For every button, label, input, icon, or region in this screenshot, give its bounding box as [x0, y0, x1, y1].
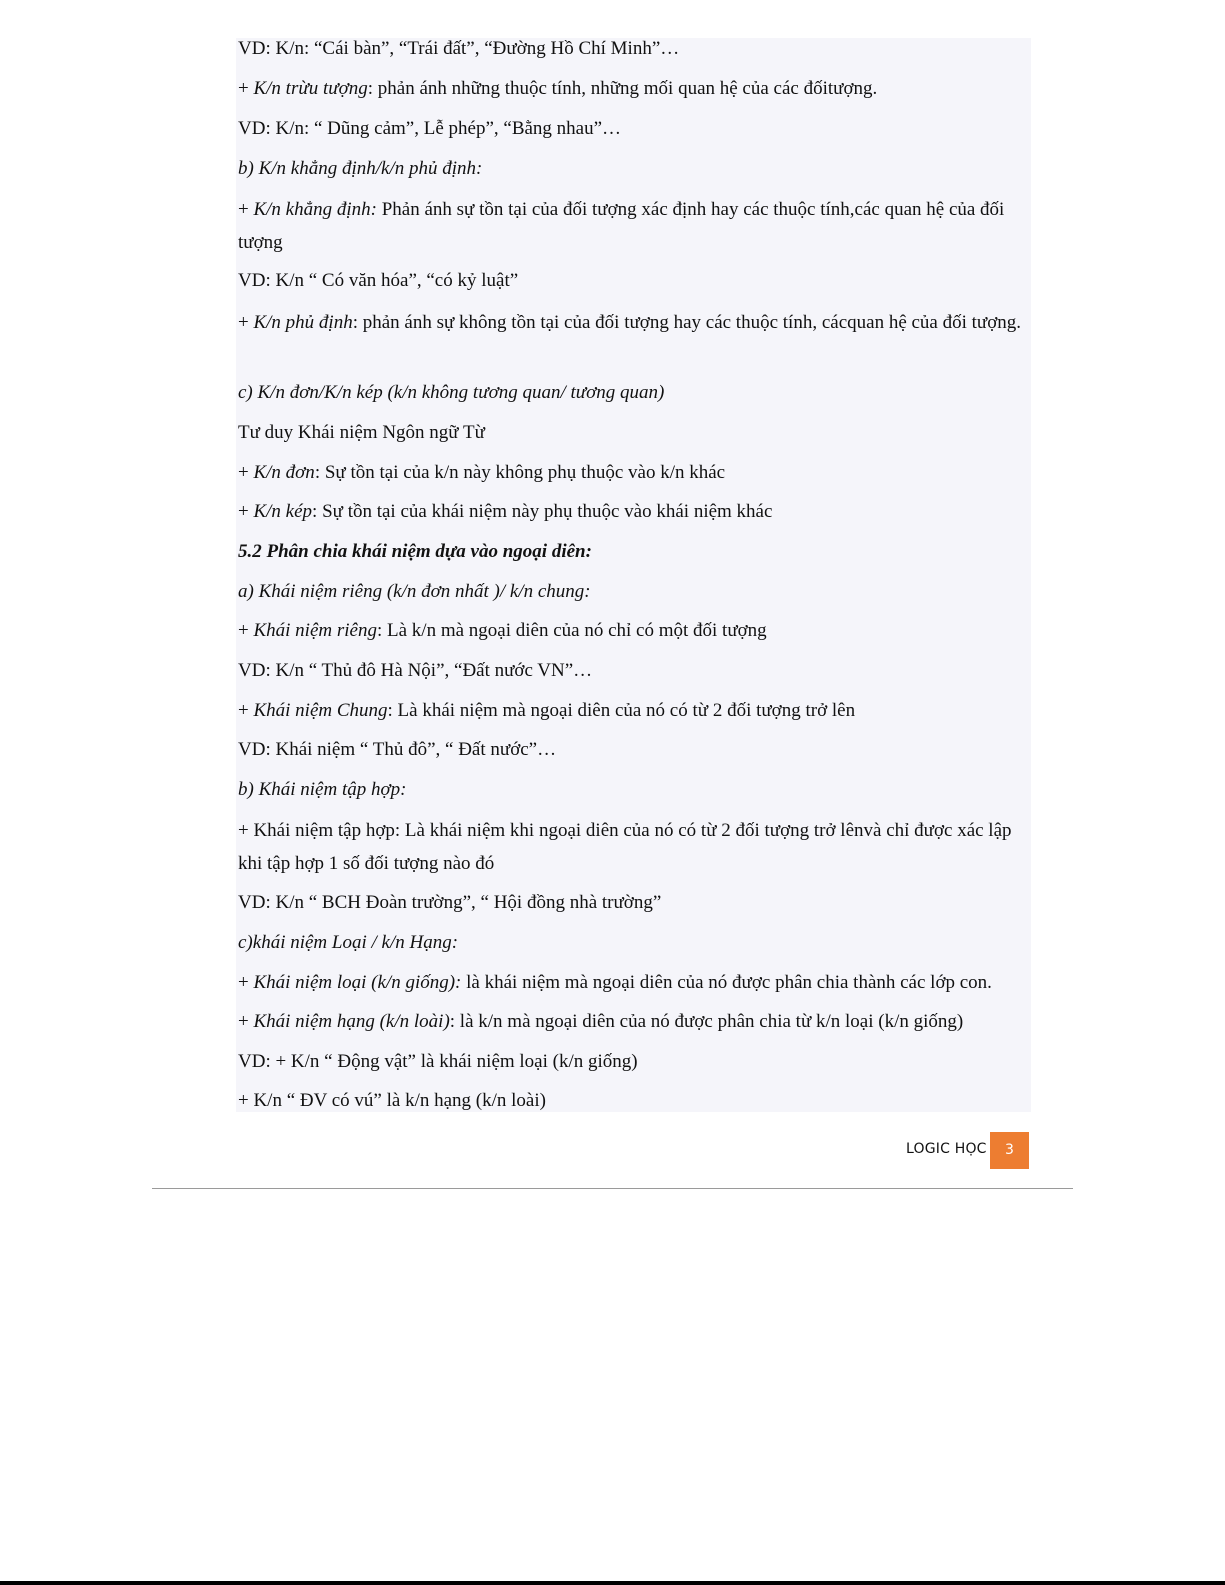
text-line: VD: K/n “ BCH Đoàn trường”, “ Hội đồng nhà trường” [238, 892, 662, 913]
subsection-heading: a) Khái niệm riêng (k/n đơn nhất )/ k/n chung: [238, 581, 591, 602]
subsection-heading: c) K/n đơn/K/n kép (k/n không tương quan/ tương quan) [238, 382, 665, 403]
subsection-heading: b) Khái niệm tập hợp: [238, 779, 407, 800]
text-paragraph: + Khái niệm tập hợp: Là khái niệm khi ngoại diên của nó có từ 2 đối tượng trở lênvà chỉ được xác lập khi tập hợp 1 số đối tượng nào đó [238, 820, 1012, 874]
page-number-badge: 3 [990, 1132, 1029, 1169]
text-line: + Khái niệm Chung: Là khái niệm mà ngoại diên của nó có từ 2 đối tượng trở lên [238, 700, 856, 721]
text-paragraph: + K/n phủ định: phản ánh sự không tồn tại của đối tượng hay các thuộc tính, cácquan hệ của đối tượng. [238, 312, 1022, 333]
text-line: + Khái niệm riêng: Là k/n mà ngoại diên của nó chỉ có một đối tượng [238, 620, 767, 641]
text-line: VD: K/n: “Cái bàn”, “Trái đất”, “Đường Hồ Chí Minh”… [238, 38, 680, 59]
page-bottom-edge [0, 1581, 1225, 1585]
text-paragraph: + K/n khẳng định: Phản ánh sự tồn tại của đối tượng xác định hay các thuộc tính,các quan hệ của đối tượng [238, 199, 1005, 253]
footer-divider [152, 1188, 1073, 1189]
text-line: VD: K/n “ Có văn hóa”, “có kỷ luật” [238, 270, 519, 291]
text-line: + K/n đơn: Sự tồn tại của k/n này không phụ thuộc vào k/n khác [238, 462, 726, 483]
subsection-heading: b) K/n khẳng định/k/n phủ định: [238, 158, 483, 179]
text-line: VD: K/n: “ Dũng cảm”, Lễ phép”, “Bằng nhau”… [238, 118, 622, 139]
text-line: + Khái niệm hạng (k/n loài): là k/n mà ngoại diên của nó được phân chia từ k/n loại (k/n giống) [238, 1011, 964, 1032]
section-heading: 5.2 Phân chia khái niệm dựa vào ngoại diên: [238, 541, 592, 562]
text-line: + K/n kép: Sự tồn tại của khái niệm này phụ thuộc vào khái niệm khác [238, 501, 773, 522]
text-line: VD: + K/n “ Động vật” là khái niệm loại (k/n giống) [238, 1051, 638, 1072]
text-line: + K/n “ ĐV có vú” là k/n hạng (k/n loài) [238, 1090, 546, 1111]
subsection-heading: c)khái niệm Loại / k/n Hạng: [238, 932, 459, 953]
text-line: VD: K/n “ Thủ đô Hà Nội”, “Đất nước VN”… [238, 660, 593, 681]
footer-title: LOGIC HỌC [906, 1141, 987, 1157]
text-line: + Khái niệm loại (k/n giống): là khái niệm mà ngoại diên của nó được phân chia thành các lớp con. [238, 972, 992, 993]
text-line: + K/n trừu tượng: phản ánh những thuộc tính, những mối quan hệ của các đốitượng. [238, 78, 878, 99]
text-line: Tư duy Khái niệm Ngôn ngữ Từ [238, 422, 485, 443]
text-line: VD: Khái niệm “ Thủ đô”, “ Đất nước”… [238, 739, 557, 760]
